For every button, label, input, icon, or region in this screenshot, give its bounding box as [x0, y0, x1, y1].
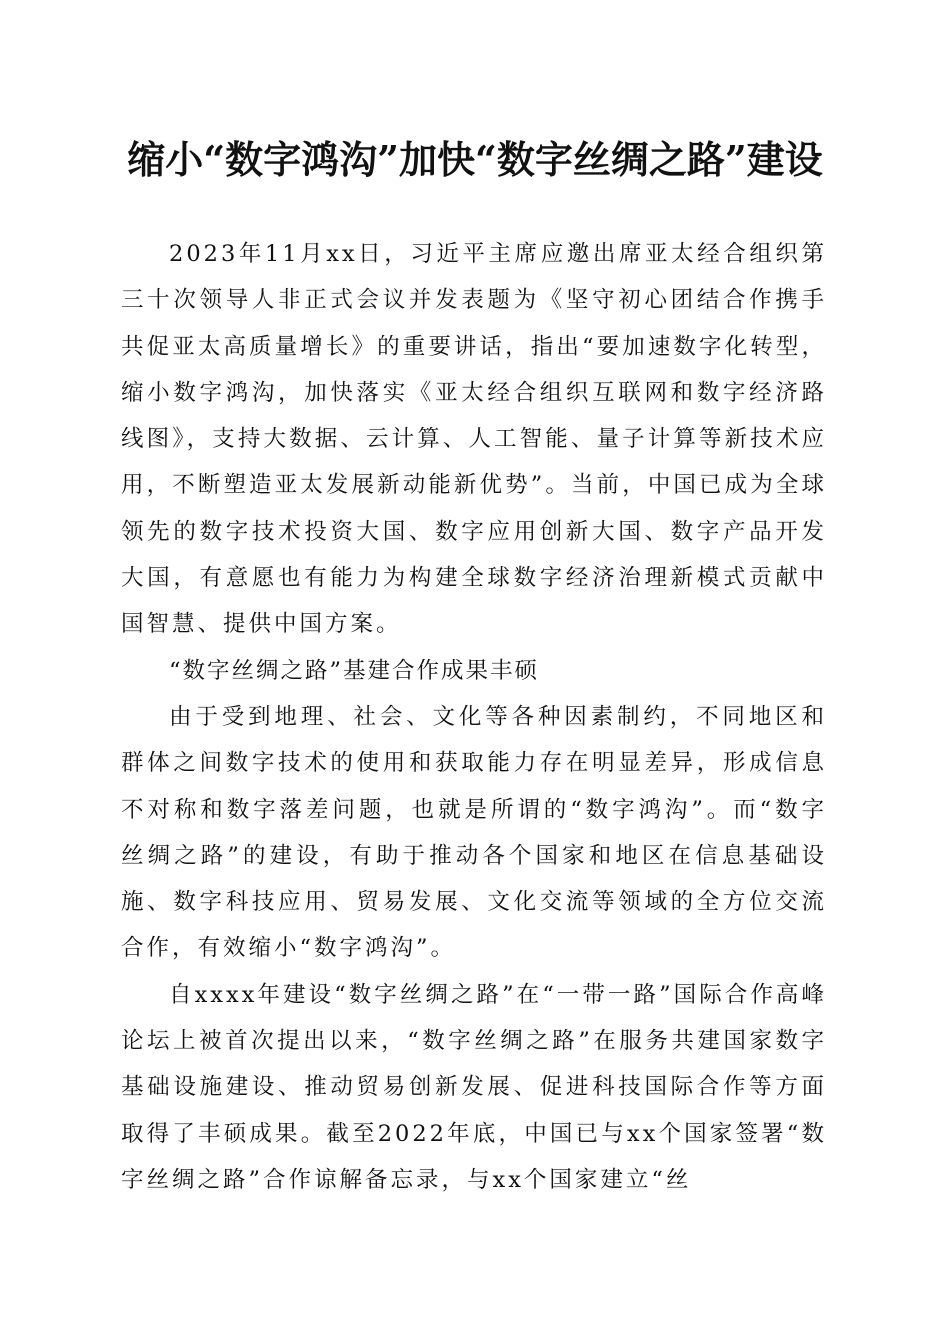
body-paragraph: 自xxxx年建设“数字丝绸之路”在“一带一路”国际合作高峰论坛上被首次提出以来，“数字丝绸之路”在服务共建国家数字基础设施建设、推动贸易创新发展、促进科技国际合作等方面取得了丰硕成果。截至2022年底，中国已与xx个国家签署“数字丝绸之路”合作谅解备忘录，与xx个国家建立“丝: [121, 981, 827, 1193]
document-title: 缩小“数字鸿沟”加快“数字丝绸之路”建设: [127, 137, 823, 182]
intro-paragraph: 2023年11月xx日，习近平主席应邀出席亚太经合组织第三十次领导人非正式会议并发表题为《坚守初心团结合作携手共促亚太高质量增长》的重要讲话，指出“要加速数字化转型，缩小数字鸿沟，加快落实《亚太经合组织互联网和数字经济路线图》，支持大数据、云计算、人工智能、量子计算等新技术应用，不断塑造亚太发展新动能新优势”。当前，中国已成为全球领先的数字技术投资大国、数字应用创新大国、数字产品开发大国，有意愿也有能力为构建全球数字经济治理新模式贡献中国智慧、提供中国方案。: [121, 241, 827, 638]
body-paragraph: 由于受到地理、社会、文化等各种因素制约，不同地区和群体之间数字技术的使用和获取能力存在明显差异，形成信息不对称和数字落差问题，也就是所谓的“数字鸿沟”。而“数字丝绸之路”的建设，有助于推动各个国家和地区在信息基础设施、数字科技应用、贸易发展、文化交流等领域的全方位交流合作，有效缩小“数字鸿沟”。: [121, 703, 827, 962]
section-subheading: “数字丝绸之路”基建合作成果丰硕: [169, 657, 540, 684]
document-body: [121, 231, 827, 1203]
